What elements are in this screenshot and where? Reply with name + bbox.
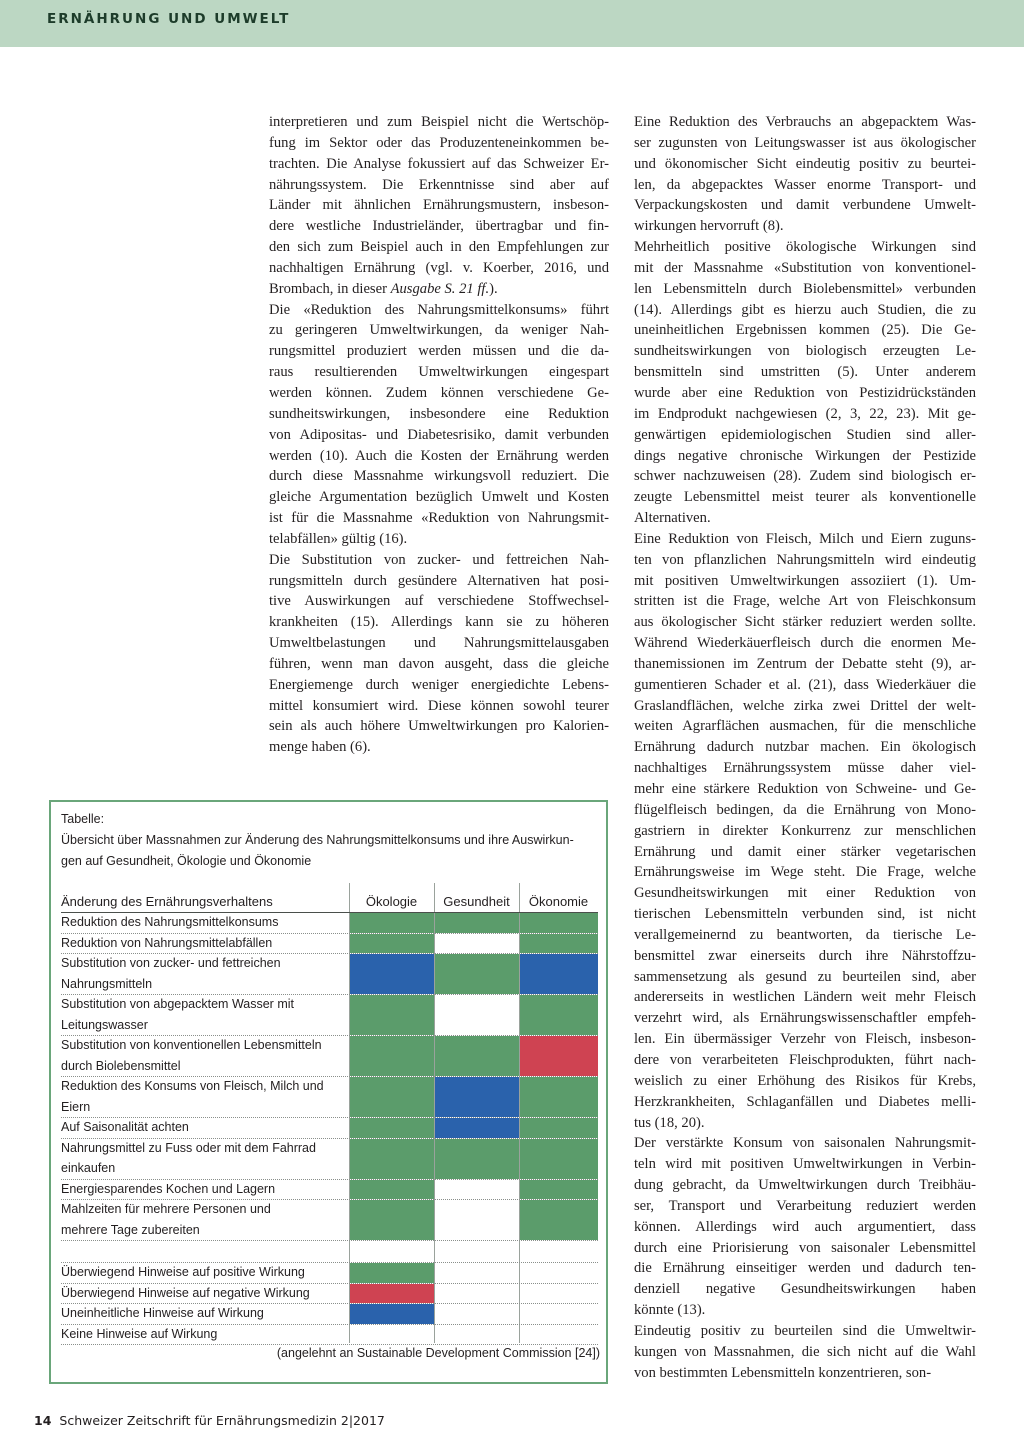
text-line: weislich zu einer Erhöhung des Risikos für Krebs, <box>634 1072 976 1089</box>
text-line: Der verstärkte Konsum von saisonalen Nahrungsmit- <box>634 1135 976 1152</box>
text-line: zu geringeren Umweltwirkungen, da weniger Nah- <box>269 322 609 339</box>
page-number: 14 <box>34 1413 52 1428</box>
text-line: Alternativen. <box>634 510 711 527</box>
column-header-label: Gesundheit <box>443 894 510 909</box>
row-label-line: durch Biolebensmittel <box>61 1058 181 1073</box>
table-heading <box>61 809 601 872</box>
row-label-line: einkaufen <box>61 1161 116 1175</box>
effect-cell-gesundheit <box>435 1200 519 1240</box>
text-line: zeugte Lebensmittel meist teurer als konventionelle <box>634 489 976 506</box>
table-row <box>0 1117 1024 1138</box>
text-line: schwer nachzuweisen (28). Zudem sind biologisch er- <box>634 468 976 485</box>
paragraph <box>634 112 976 237</box>
column-header-label: Änderung des Ernährungsverhaltens <box>61 894 273 909</box>
effect-cell-gesundheit <box>435 1180 519 1200</box>
text-line: aus ökologischer Sicht stärker reduziert werden sollte. <box>634 614 976 631</box>
text-line: von bestimmten Lebensmitteln konzentrieren, son- <box>634 1364 932 1381</box>
table-caption-line: Übersicht über Massnahmen zur Änderung des Nahrungsmittelkonsums und ihre Auswirkun- <box>61 833 574 847</box>
effect-cell-oekologie <box>350 995 434 1035</box>
effect-cell-gesundheit <box>435 1118 519 1138</box>
row-label-line: Reduktion des Nahrungsmittelkonsums <box>61 915 279 929</box>
text-line: sammensetzung als gesund zu beurteilen sind, aber <box>634 968 976 985</box>
text-line: telabfällen» gültig (16). <box>269 530 408 547</box>
text-line: nährungssystem. Die Erkenntnisse sind aber auf <box>269 176 609 193</box>
legend-row <box>0 1303 1024 1324</box>
text-line: flügelfleisch bedingen, da die Ernährung von Mono- <box>634 801 976 818</box>
text-line: mittel konsumiert wird. Diese können sowohl teurer <box>269 697 609 714</box>
row-label <box>61 953 346 994</box>
text-line: die Ernährung einseitiger werden und dadurch ten- <box>634 1260 976 1277</box>
text-line: verzehrt wird, als Ernährungswissenschaftler empfeh- <box>634 1010 976 1027</box>
column-header <box>61 883 346 913</box>
text-line: Eine Reduktion des Verbrauchs an abgepacktem Was- <box>634 114 976 130</box>
text-line: (14). Allerdings gibt es hierzu auch Studien, die zu <box>634 301 976 318</box>
text-line: dere westliche Industrieländer, übertragbar und fin- <box>269 218 609 235</box>
text-line: Energiemenge durch weniger energiedichte Lebens- <box>269 676 609 693</box>
reference-italic: Ausgabe S. 21 ff. <box>390 280 490 297</box>
text-line: Während Wiederkäuerfleisch durch die enormen Me- <box>634 635 976 652</box>
text-line: im Endprodukt nachgewiesen (2, 3, 22, 23). Mit ge- <box>634 405 976 422</box>
text-line: werden (10). Auch die Kosten der Ernährung werden <box>269 447 609 464</box>
effect-cell-gesundheit <box>435 954 519 994</box>
text-line: Umweltbelastungen und Nahrungsmittelausgaben <box>269 635 609 652</box>
legend-swatch <box>350 1325 434 1345</box>
text-line: Verpackungskosten und damit verbundene Umwelt- <box>634 197 976 214</box>
text-line: len Lebensmitteln durch Biolebensmittel» verbunden <box>634 280 976 297</box>
text-line: Eindeutig positiv zu beurteilen sind die Umweltwir- <box>634 1322 976 1339</box>
text-line: sundheitswirkungen von biologisch erzeugten Le- <box>634 343 976 360</box>
column-header-label: Ökologie <box>365 894 418 909</box>
row-label-line: Leitungswasser <box>61 1017 148 1032</box>
text-line: interpretieren und zum Beispiel nicht die Wertschöp- <box>269 114 609 130</box>
text-line: ten von pflanzlichen Nahrungsmitteln wird eindeutig <box>634 551 976 568</box>
text-line: Mehrheitlich positive ökologische Wirkungen sind <box>634 239 976 256</box>
effect-cell-oekologie <box>350 954 434 994</box>
effect-cell-oekologie <box>350 1180 434 1200</box>
text-line: menge haben (6). <box>269 739 371 756</box>
legend-swatch <box>350 1284 434 1304</box>
text-line: genwärtigen epidemiologischen Studien sind aller- <box>634 426 976 443</box>
text-line: andererseits in westlichen Ländern weit mehr Fleisch <box>634 989 976 1006</box>
text-line: weiten Agrarflächen ausmachen, für die menschliche <box>634 718 976 735</box>
effect-cell-gesundheit <box>435 1036 519 1076</box>
text-line: Graslandflächen, welche zirka zwei Drittel der welt- <box>634 697 976 714</box>
row-label-line: Nahrungsmittel zu Fuss oder mit dem Fahrrad <box>61 1140 316 1155</box>
text-line: len, da abgepacktes Wasser enorme Transport- und <box>634 176 976 193</box>
text-line: mit der Massnahme «Substitution von konventionel- <box>634 259 976 276</box>
text-line: führen, wenn man davon ausgeht, dass die gleiche <box>269 655 609 672</box>
table-row <box>0 1138 1024 1179</box>
text-line: dung gebracht, da Umweltwirkungen durch Treibhäu- <box>634 1177 976 1194</box>
text-line: sein als auch höhere Umweltwirkungen pro Kalorien- <box>269 718 609 735</box>
text-line: sundheitswirkungen, insbesondere eine Reduktion <box>269 405 609 422</box>
row-label-line: Substitution von konventionellen Lebensmitteln <box>61 1038 322 1052</box>
text-line: Ernährung und damit einer stärker vegetarischen <box>634 843 976 860</box>
table-label: Tabelle: <box>61 812 105 826</box>
row-label-line: mehrere Tage zubereiten <box>61 1222 200 1237</box>
table-row <box>0 1035 1024 1076</box>
text-line: Die «Reduktion des Nahrungsmittelkonsums» führt <box>269 301 609 318</box>
text-line: tierischen Lebensmitteln verbunden sind, ist nicht <box>634 906 976 923</box>
row-label-line: Substitution von abgepacktem Wasser mit <box>61 997 294 1011</box>
effect-cell-gesundheit <box>435 1077 519 1117</box>
text-line: Eine Reduktion von Fleisch, Milch und Eiern zuguns- <box>634 530 976 547</box>
row-label <box>61 994 346 1035</box>
legend-row <box>0 1283 1024 1304</box>
effect-cell-gesundheit <box>435 995 519 1035</box>
text-line: dere von verarbeiteten Fleischprodukten, führt nach- <box>634 1051 976 1068</box>
row-label <box>61 1138 346 1179</box>
effect-cell-oekonomie <box>520 934 598 954</box>
effect-cell-gesundheit <box>435 1139 519 1179</box>
text-line: fung im Sektor oder das Produzenteneinkommen be- <box>269 134 609 151</box>
table-row <box>0 933 1024 954</box>
column-header <box>434 883 519 913</box>
text-line: verallgemeinernd zu beantworten, da tierische Le- <box>634 926 976 943</box>
text-line: denziell negative Gesundheitswirkungen haben <box>634 1281 976 1298</box>
text-line: nachhaltiges Ernährungssystem müsse daher viel- <box>634 760 976 777</box>
text-line: ser zugunsten von Leitungswasser ist aus ökologischer <box>634 134 976 151</box>
table-row <box>0 953 1024 994</box>
effect-cell-oekologie <box>350 1036 434 1076</box>
column-header <box>349 883 434 913</box>
effect-cell-oekonomie <box>520 995 598 1035</box>
effect-cell-oekologie <box>350 1139 434 1179</box>
table-row <box>0 1076 1024 1117</box>
text-line: mehr eine stärkere Reduktion von Schweine- und Ge- <box>634 781 976 797</box>
paragraph <box>269 300 609 550</box>
effect-cell-oekonomie <box>520 1036 598 1076</box>
text-line: von Adipositas- und Diabetesrisiko, damit verbunden <box>269 426 609 443</box>
row-divider <box>61 1240 598 1241</box>
text-line: Ernährung dadurch nutzbar machen. Ein ökologisch <box>634 739 976 756</box>
text-line: Brombach, in dieser Ausgabe S. 21 ff.). <box>269 280 498 297</box>
effect-cell-oekonomie <box>520 1077 598 1117</box>
text-line: und ökonomischer Sicht eindeutig positiv zu beurtei- <box>634 155 976 172</box>
row-label-line: Auf Saisonalität achten <box>61 1120 189 1134</box>
text-line: durch diese Massnahme wirkungsvoll reduziert. Die <box>269 468 609 485</box>
text-line: Gesundheitswirkungen mit einer Reduktion von <box>634 885 976 902</box>
text-line: gastriern in direkter Konkurrenz zur menschlichen <box>634 822 976 839</box>
legend-top-rule <box>61 1262 598 1263</box>
effect-cell-oekologie <box>350 1200 434 1240</box>
paragraph <box>269 550 609 758</box>
row-label-line: Mahlzeiten für mehrere Personen und <box>61 1202 271 1216</box>
table-source: (angelehnt an Sustainable Development Commission [24]) <box>276 1346 600 1360</box>
text-line: werden können. Zudem können verschiedene Ge- <box>269 384 609 401</box>
page-footer <box>34 1413 385 1428</box>
text-line: Herzkrankheiten, Schlaganfällen und Diabetes melli- <box>634 1093 976 1110</box>
section-header-band <box>0 0 1024 47</box>
paragraph <box>634 237 976 529</box>
paragraph <box>269 112 609 300</box>
table-caption-line: gen auf Gesundheit, Ökologie und Ökonomie <box>61 854 312 868</box>
text-line: nachhaltigen Ernährung (vgl. v. Koerber, 2016, und <box>269 259 609 276</box>
text-line: dings negative chronische Wirkungen der Pestizide <box>634 447 976 464</box>
text-line: gleiche Argumentation bezüglich Umwelt und Kosten <box>269 489 609 506</box>
row-label-line: Reduktion von Nahrungsmittelabfällen <box>61 935 273 950</box>
row-label <box>61 912 346 933</box>
text-line: len. Ein übermässiger Verzehr von Fleisch, insbeson- <box>634 1031 976 1048</box>
table-row <box>0 1179 1024 1200</box>
text-line: wirkungen hervorruft (8). <box>634 218 784 235</box>
table-row <box>0 994 1024 1035</box>
row-label-line: Energiesparendes Kochen und Lagern <box>61 1181 276 1196</box>
legend-swatch <box>350 1263 434 1283</box>
effect-cell-gesundheit <box>435 934 519 954</box>
text-line: teln wird mit positiven Umweltwirkungen in Verbin- <box>634 1156 976 1173</box>
effect-cell-oekonomie <box>520 1139 598 1179</box>
effect-cell-oekologie <box>350 913 434 933</box>
text-line: gumentieren Schader et al. (21), dass Wiederkäuer die <box>634 676 976 693</box>
effect-cell-oekonomie <box>520 1200 598 1240</box>
text-line: tive Auswirkungen auf verschiedene Stoffwechsel- <box>269 593 609 610</box>
text-column-middle <box>269 112 609 758</box>
text-line: uneinheitlichen Ergebnissen kommen (25). Die Ge- <box>634 322 976 339</box>
effect-cell-oekonomie <box>520 1180 598 1200</box>
text-line: trachten. Die Analyse fokussiert auf das Schweizer Er- <box>269 155 609 172</box>
column-header <box>519 883 598 913</box>
text-line: ist für die Massnahme «Reduktion von Nahrungsmit- <box>269 510 609 527</box>
row-label-line: Nahrungsmitteln <box>61 976 153 991</box>
legend-row <box>0 1324 1024 1345</box>
legend-label: Überwiegend Hinweise auf positive Wirkung <box>61 1265 305 1279</box>
row-label <box>61 1076 346 1117</box>
effect-cell-oekonomie <box>520 1118 598 1138</box>
text-line: Ernährungsweise im Wege steht. Die Frage, welche <box>634 864 976 881</box>
text-line: mit positiven Umweltwirkungen assoziiert (1). Um- <box>634 572 976 589</box>
column-header-label: Ökonomie <box>528 894 589 909</box>
legend-label: Keine Hinweise auf Wirkung <box>61 1326 218 1341</box>
effect-cell-oekologie <box>350 1077 434 1117</box>
text-line: stritten ist die Frage, welche Art von Fleischkonsum <box>634 593 976 610</box>
text-line: kungen von Massnahmen, die sich nicht auf die Wahl <box>634 1343 976 1360</box>
row-label <box>61 1179 346 1200</box>
text-line: den sich zum Beispiel auch in den Empfehlungen zur <box>269 239 609 256</box>
row-label <box>61 1035 346 1076</box>
journal-title: Schweizer Zeitschrift für Ernährungsmedizin 2|2017 <box>59 1413 385 1428</box>
legend-row <box>0 1262 1024 1283</box>
text-line: rungsmitteln durch gesündere Alternativen hat posi- <box>269 572 609 589</box>
text-line: können. Allerdings wird auch argumentiert, dass <box>634 1218 976 1235</box>
section-title: ERNÄHRUNG UND UMWELT <box>47 11 291 27</box>
table-row <box>0 912 1024 933</box>
text-line: ser, Transport und Verarbeitung reduziert werden <box>634 1197 976 1214</box>
legend-label: Uneinheitliche Hinweise auf Wirkung <box>61 1306 264 1320</box>
effect-cell-gesundheit <box>435 913 519 933</box>
row-label <box>61 933 346 954</box>
row-label-line: Substitution von zucker- und fettreichen <box>61 956 281 970</box>
text-line: Länder mit ähnlichen Ernährungsmustern, insbeson- <box>269 197 609 214</box>
text-line: durch eine Priorisierung von saisonaler Lebensmittel <box>634 1239 976 1256</box>
text-line: raus resultierenden Umweltwirkungen eingespart <box>269 364 609 381</box>
text-line: bensmittel zwar einerseits durch ihre Nährstoffzu- <box>634 947 976 964</box>
effect-cell-oekologie <box>350 934 434 954</box>
text-line: wurde aber eine Reduktion von Pestizidrückständen <box>634 384 976 401</box>
effect-cell-oekonomie <box>520 913 598 933</box>
table-row <box>0 1199 1024 1240</box>
text-line: könnte (13). <box>634 1302 706 1319</box>
text-line: tus (18, 20). <box>634 1114 705 1131</box>
row-divider <box>61 1344 598 1345</box>
text-line: krankheiten (15). Allerdings kann sie zu höheren <box>269 614 609 631</box>
text-line: rungsmittel produziert werden müssen und die da- <box>269 343 609 360</box>
text-line: bensmitteln sind umstritten (5). Unter anderem <box>634 364 976 381</box>
row-label-line: Eiern <box>61 1099 91 1114</box>
text-line: thanemissionen im Zentrum der Debatte steht (9), ar- <box>634 655 976 672</box>
legend-swatch <box>350 1304 434 1324</box>
legend-label: Überwiegend Hinweise auf negative Wirkung <box>61 1285 310 1300</box>
row-label-line: Reduktion des Konsums von Fleisch, Milch und <box>61 1079 324 1093</box>
row-label <box>61 1117 346 1138</box>
effect-cell-oekonomie <box>520 954 598 994</box>
text-line: Die Substitution von zucker- und fettreichen Nah- <box>269 551 609 568</box>
row-label <box>61 1199 346 1240</box>
effect-cell-oekologie <box>350 1118 434 1138</box>
